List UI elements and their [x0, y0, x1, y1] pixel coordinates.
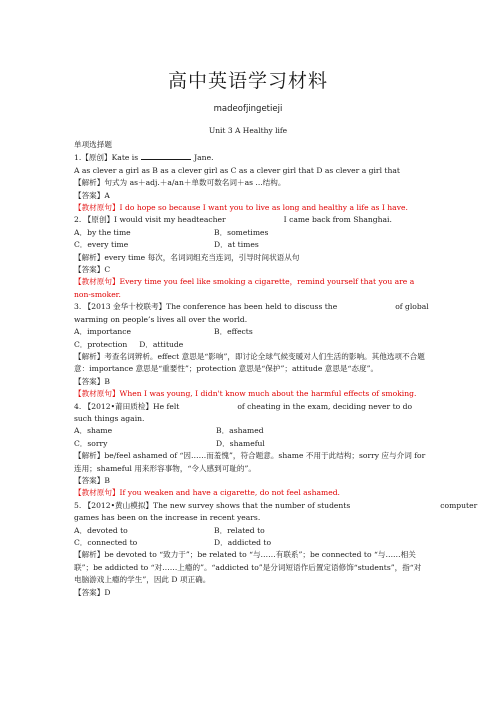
page-subtitle: madeofjingetieji — [213, 104, 283, 114]
question-3-stem: 3. 【2013 金华十校联考】The conference has been held to discuss the of global — [74, 302, 429, 312]
question-5-options-ab: A．devoted to B．related to — [74, 525, 265, 535]
question-3-stem-cont: warming on people’s lives all over the world. — [74, 314, 248, 324]
question-3-options-ab: A．importance B．effects — [74, 327, 253, 337]
question-3-answer: 【答案】B — [74, 376, 110, 386]
question-1-options: A as clever a girl as B as a clever girl as C as a clever girl that D as clever a girl that — [74, 165, 400, 175]
answer-blank — [141, 151, 191, 160]
question-4-answer: 【答案】B — [74, 475, 110, 485]
question-2-options-ab: A．by the time B．sometimes — [74, 227, 269, 237]
question-5-options-cd: C．connected to D．addicted to — [74, 538, 272, 547]
question-2-stem: 2. 【原创】I would visit my headteacher I came back from Shanghai. — [74, 215, 392, 225]
question-3-options-cd: C．protection D．attitude — [74, 339, 184, 349]
question-2-analysis: 【解析】every time 每次，名词词组充当连词，引导时间状语从句 — [74, 252, 300, 262]
question-4-options-ab: A．shame B．ashamed — [74, 426, 264, 436]
question-2-source: 【教材原句】Every time you feel like smoking a cigarette，remind yourself that you are a non-smoker. — [74, 277, 415, 299]
question-2-options-cd: C．every time D．at times — [74, 240, 259, 250]
question-5-answer: 【答案】D — [74, 587, 111, 597]
question-2-answer: 【答案】C — [74, 265, 111, 275]
section-heading: 单项选择题 — [74, 140, 112, 149]
question-4-source: 【教材原句】If you weaken and have a cigarette, do not feel ashamed. — [74, 488, 340, 498]
question-1-answer: 【答案】A — [74, 190, 110, 200]
question-4-analysis: 【解析】be/feel ashamed of “因……而羞愧”，符合题意。shame 不用于此结构；sorry 应与介词 for 连用；shameful 用来形容事物，“令人感到可耻的”。 — [74, 451, 426, 473]
question-5-analysis: 【解析】be devoted to “致力于”；be related to “与……有联系”；be connected to “与……相关联”；be addicted to “对……上瘾的”。“addicted to”是分词短语作后置定语修饰“students”，指“对电脑游戏上瘾的学生”，因此 D 项正确。 — [74, 550, 422, 585]
question-4-stem: 4. 【2012•莆田质检】He felt of cheating in the exam, deciding never to do such things again. — [74, 401, 413, 423]
exercise-body — [74, 139, 478, 599]
question-1-source: 【教材原句】I do hope so because I want you to live as long and healthy a life as I have. — [74, 203, 408, 213]
question-4-options-cd: C．sorry D．shameful — [74, 438, 265, 448]
question-5-stem: 5. 【2012•黄山模拟】The new survey shows that the number of students computer — [74, 500, 478, 510]
question-3-source: 【教材原句】When I was young, I didn't know much about the harmful effects of smoking. — [74, 389, 417, 399]
page-title: 高中英语学习材料 — [167, 70, 328, 92]
unit-heading: Unit 3 A Healthy life — [208, 126, 288, 135]
question-3-analysis: 【解析】考查名词辨析。effect 意思是“影响”，即讨论全球气候变暖对人们生活的影响。其他选项不合题意：importance 意思是“重要性”；protection 意思是“保护”；attitude 意思是“态度”。 — [74, 351, 425, 374]
question-1-stem: 1.【原创】Kate is Jane. — [74, 153, 214, 163]
question-5-stem-cont: games has been on the increase in recent years. — [74, 513, 261, 523]
question-1-analysis: 【解析】句式为 as＋adj.＋a/an＋单数可数名词＋as ...结构。 — [74, 178, 286, 188]
